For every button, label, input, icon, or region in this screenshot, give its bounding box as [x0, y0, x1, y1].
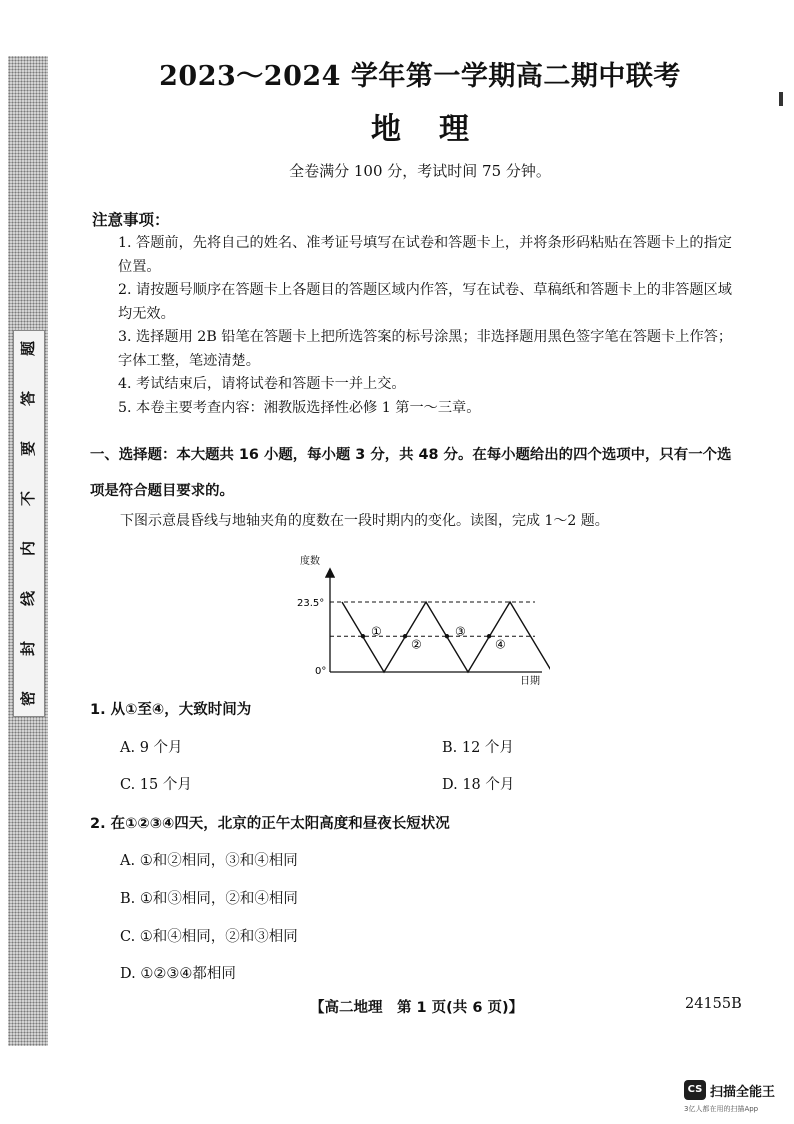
x-axis-label: 日期	[520, 676, 540, 687]
question-stem: 1. 从①至④，大致时间为	[90, 702, 252, 718]
date-point-label: ①	[371, 624, 382, 639]
notice-list	[118, 232, 746, 420]
date-point-label: ③	[455, 624, 466, 639]
notice-title: 注意事项：	[92, 211, 170, 229]
page-footer: 【高二地理 第 1 页(共 6 页)】	[310, 1000, 524, 1016]
date-point	[445, 634, 449, 638]
seal-char: 题	[19, 340, 38, 357]
seal-char: 封	[19, 640, 38, 657]
date-point-label: ②	[411, 637, 422, 652]
angle-chart	[280, 550, 550, 690]
seal-char: 密	[19, 690, 38, 707]
option-d: D. 18 个月	[442, 777, 515, 793]
option-b: B. 12 个月	[442, 740, 514, 756]
seal-char: 不	[19, 490, 38, 507]
notice-item: 5. 本卷主要考查内容：湘教版选择性必修 1 第一～三章。	[118, 399, 481, 416]
y-tick-label: 23.5°	[297, 598, 325, 609]
seal-line-box	[13, 330, 45, 717]
seal-char: 答	[19, 390, 38, 407]
option-d: D. ①②③④都相同	[120, 966, 236, 982]
option-a: A. 9 个月	[120, 740, 183, 756]
date-point	[361, 634, 365, 638]
exam-title: 2023～2024 学年第一学期高二期中联考	[159, 61, 681, 92]
notice-item: 4. 考试结束后，请将试卷和答题卡一并上交。	[118, 376, 406, 392]
y-axis-label: 度数	[300, 556, 320, 567]
seal-char: 内	[19, 540, 38, 557]
camscanner-tagline: 3亿人都在用的扫描App	[684, 1105, 759, 1113]
date-point-label: ④	[495, 637, 506, 652]
notice-item: 3. 选择题用 2B 铅笔在答题卡上把所选答案的标号涂黑；非选择题用黑色签字笔在答题卡上作答；字体工整，笔迹清楚。	[118, 329, 733, 369]
notice-item: 2. 请按题号顺序在答题卡上各题目的答题区域内作答，写在试卷、草稿纸和答题卡上的非答题区域均无效。	[118, 282, 732, 322]
edge-mark	[779, 92, 783, 106]
option-c: C. 15 个月	[120, 777, 192, 793]
exam-info: 全卷满分 100 分，考试时间 75 分钟。	[289, 162, 551, 180]
y-tick-label: 0°	[315, 666, 327, 677]
option-a: A. ①和②相同，③和④相同	[120, 853, 298, 869]
camscanner-name: 扫描全能王	[710, 1085, 776, 1100]
question-stem: 2. 在①②③④四天，北京的正午太阳高度和昼夜长短状况	[90, 816, 450, 832]
question-intro: 下图示意晨昏线与地轴夹角的度数在一段时期内的变化。读图，完成 1～2 题。	[120, 513, 609, 529]
option-c: C. ①和④相同，②和③相同	[120, 929, 298, 945]
seal-char: 要	[19, 440, 38, 457]
option-b: B. ①和③相同，②和④相同	[120, 891, 298, 907]
seal-char: 线	[19, 590, 38, 607]
date-point	[487, 634, 491, 638]
seal-notice	[14, 331, 44, 716]
subject-title: 地理	[371, 112, 507, 147]
paper-code: 24155B	[685, 996, 742, 1012]
date-point	[403, 634, 407, 638]
notice-item: 1. 答题前，先将自己的姓名、准考证号填写在试卷和答题卡上，并将条形码粘贴在答题卡上的指定位置。	[118, 235, 732, 275]
camscanner-logo: CS	[684, 1080, 706, 1100]
section-heading: 一、选择题：本大题共 16 小题，每小题 3 分，共 48 分。在每小题给出的四个选项中，只有一个选项是符合题目要求的。	[90, 447, 732, 499]
